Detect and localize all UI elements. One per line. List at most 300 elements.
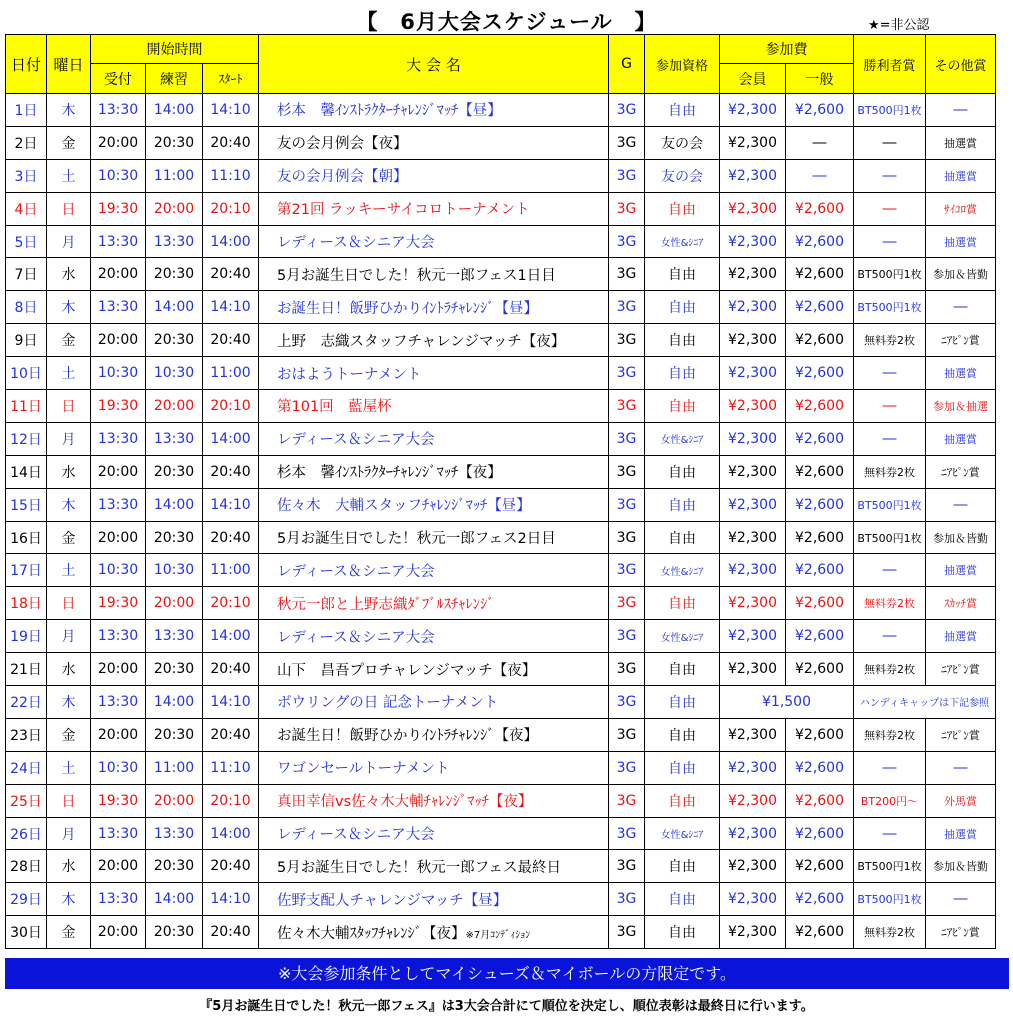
cell-games: 3G	[609, 686, 645, 719]
cell-tournament-name	[259, 422, 609, 455]
cell-tournament-name	[259, 653, 609, 686]
cell-other-prize: ―	[926, 751, 996, 784]
cell-reception-time: 13:30	[91, 883, 146, 916]
cell-general-fee: ¥2,600	[786, 883, 854, 916]
cell-winner-prize: ―	[854, 817, 926, 850]
cell-start-time: 14:00	[203, 620, 259, 653]
cell-games: 3G	[609, 488, 645, 521]
cell-games: 3G	[609, 422, 645, 455]
cell-reception-time: 13:30	[91, 817, 146, 850]
table-row	[6, 159, 996, 192]
cell-reception-time: 19:30	[91, 390, 146, 423]
cell-start-time: 14:10	[203, 686, 259, 719]
cell-games: 3G	[609, 554, 645, 587]
cell-other-prize: 参加＆抽選	[926, 390, 996, 423]
cell-tournament-name	[259, 784, 609, 817]
page-title: 【 6月大会スケジュール 】	[356, 10, 657, 34]
cell-member-fee: ¥2,300	[720, 291, 786, 324]
cell-date: 25日	[6, 784, 47, 817]
cell-weekday: 木	[47, 686, 91, 719]
cell-other-prize: 参加＆皆勤	[926, 521, 996, 554]
cell-date: 3日	[6, 159, 47, 192]
cell-reception-time: 20:00	[91, 521, 146, 554]
cell-general-fee: ¥2,600	[786, 488, 854, 521]
cell-tournament-name	[259, 850, 609, 883]
table-row	[6, 422, 996, 455]
cell-member-fee: ¥2,300	[720, 817, 786, 850]
cell-tournament-name	[259, 488, 609, 521]
cell-other-prize: 抽選賞	[926, 225, 996, 258]
cell-start-time: 14:10	[203, 488, 259, 521]
cell-other-prize: 参加＆皆勤	[926, 258, 996, 291]
header-general-fee: 一般	[786, 64, 854, 94]
cell-member-fee: ¥2,300	[720, 488, 786, 521]
cell-date: 5日	[6, 225, 47, 258]
tournament-name-text: 秋元一郎と上野志織ﾀﾞﾌﾞﾙｽﾁｬﾚﾝｼﾞ	[277, 596, 495, 613]
cell-games: 3G	[609, 718, 645, 751]
legend-unofficial: ★=非公認	[868, 18, 930, 33]
cell-member-fee: ¥2,300	[720, 718, 786, 751]
table-row	[6, 620, 996, 653]
cell-tournament-name	[259, 554, 609, 587]
tournament-name-text: 上野 志織スタッフチャレンジマッチ【夜】	[277, 333, 566, 350]
cell-reception-time: 13:30	[91, 94, 146, 127]
cell-tournament-name	[259, 94, 609, 127]
cell-weekday: 水	[47, 850, 91, 883]
cell-other-prize: ―	[926, 94, 996, 127]
cell-general-fee: ¥2,600	[786, 521, 854, 554]
cell-winner-prize: BT200円～	[854, 784, 926, 817]
cell-general-fee: ¥2,600	[786, 817, 854, 850]
cell-date: 30日	[6, 916, 47, 949]
cell-date: 14日	[6, 455, 47, 488]
cell-practice-time: 20:00	[146, 192, 203, 225]
table-row	[6, 653, 996, 686]
cell-games: 3G	[609, 521, 645, 554]
cell-member-fee: ¥2,300	[720, 258, 786, 291]
schedule-rows	[6, 94, 996, 949]
cell-member-fee: ¥2,300	[720, 653, 786, 686]
cell-practice-time: 20:30	[146, 521, 203, 554]
cell-practice-time: 20:30	[146, 126, 203, 159]
cell-tournament-name	[259, 225, 609, 258]
cell-weekday: 日	[47, 587, 91, 620]
tournament-name-text: お誕生日！飯野ひかりｲﾝﾄﾗﾁｬﾚﾝｼﾞ【夜】	[277, 728, 538, 745]
cell-weekday: 月	[47, 817, 91, 850]
cell-winner-prize: 無料券2枚	[854, 455, 926, 488]
cell-practice-time: 20:30	[146, 653, 203, 686]
cell-start-time: 11:00	[203, 554, 259, 587]
cell-games: 3G	[609, 817, 645, 850]
cell-weekday: 水	[47, 455, 91, 488]
cell-general-fee: ¥2,600	[786, 258, 854, 291]
cell-weekday: 金	[47, 916, 91, 949]
cell-member-fee: ¥2,300	[720, 324, 786, 357]
cell-eligibility: 自由	[645, 653, 720, 686]
cell-start-time: 20:40	[203, 521, 259, 554]
cell-winner-prize: ―	[854, 620, 926, 653]
cell-weekday: 月	[47, 422, 91, 455]
cell-general-fee: ¥2,600	[786, 620, 854, 653]
cell-weekday: 月	[47, 620, 91, 653]
cell-reception-time: 20:00	[91, 324, 146, 357]
cell-date: 11日	[6, 390, 47, 423]
cell-general-fee: ¥2,600	[786, 422, 854, 455]
cell-eligibility: 自由	[645, 751, 720, 784]
cell-weekday: 土	[47, 159, 91, 192]
footer-note: 『5月お誕生日でした！秋元一郎フェス』は3大会合計にて順位を決定し、順位表彰は最終日に行います。	[199, 999, 814, 1014]
cell-practice-time: 10:30	[146, 357, 203, 390]
cell-general-fee: ¥2,600	[786, 390, 854, 423]
cell-start-time: 14:00	[203, 422, 259, 455]
table-row	[6, 488, 996, 521]
cell-practice-time: 20:30	[146, 916, 203, 949]
cell-reception-time: 20:00	[91, 916, 146, 949]
tournament-name-text: レディース＆シニア大会	[277, 235, 435, 251]
cell-games: 3G	[609, 390, 645, 423]
cell-start-time: 20:40	[203, 126, 259, 159]
table-row	[6, 225, 996, 258]
table-row	[6, 817, 996, 850]
cell-other-prize: ﾆｱﾋﾟﾝ賞	[926, 916, 996, 949]
cell-member-fee: ¥2,300	[720, 883, 786, 916]
cell-weekday: 日	[47, 390, 91, 423]
cell-date: 16日	[6, 521, 47, 554]
header-games: G	[609, 35, 645, 94]
cell-general-fee: ¥2,600	[786, 751, 854, 784]
cell-date: 17日	[6, 554, 47, 587]
cell-member-fee: ¥2,300	[720, 422, 786, 455]
cell-start-time: 14:00	[203, 225, 259, 258]
cell-prize-merged: ハンディキャップは下記参照	[854, 686, 996, 719]
cell-date: 22日	[6, 686, 47, 719]
cell-date: 12日	[6, 422, 47, 455]
cell-reception-time: 13:30	[91, 422, 146, 455]
cell-tournament-name	[259, 916, 609, 949]
cell-general-fee: ¥2,600	[786, 324, 854, 357]
cell-reception-time: 20:00	[91, 126, 146, 159]
cell-practice-time: 20:00	[146, 390, 203, 423]
cell-tournament-name	[259, 126, 609, 159]
cell-member-fee: ¥2,300	[720, 620, 786, 653]
cell-date: 9日	[6, 324, 47, 357]
cell-date: 1日	[6, 94, 47, 127]
cell-reception-time: 19:30	[91, 192, 146, 225]
cell-winner-prize: BT500円1枚	[854, 258, 926, 291]
cell-tournament-name	[259, 587, 609, 620]
cell-date: 18日	[6, 587, 47, 620]
cell-weekday: 金	[47, 126, 91, 159]
cell-general-fee: ¥2,600	[786, 225, 854, 258]
cell-general-fee: ¥2,600	[786, 718, 854, 751]
tournament-name-text: レディース＆シニア大会	[277, 563, 435, 580]
cell-eligibility: 自由	[645, 883, 720, 916]
tournament-name-text: 5月お誕生日でした！秋元一郎フェス1日目	[277, 267, 556, 284]
header-eligibility: 参加資格	[645, 35, 720, 94]
cell-reception-time: 19:30	[91, 587, 146, 620]
tournament-name-text: 真田幸信vs佐々木大輔ﾁｬﾚﾝｼﾞﾏｯﾁ【夜】	[277, 794, 533, 811]
cell-weekday: 木	[47, 883, 91, 916]
cell-practice-time: 10:30	[146, 554, 203, 587]
cell-member-fee: ¥2,300	[720, 751, 786, 784]
cell-tournament-name	[259, 686, 609, 719]
cell-winner-prize: BT500円1枚	[854, 883, 926, 916]
cell-practice-time: 20:30	[146, 455, 203, 488]
cell-games: 3G	[609, 126, 645, 159]
cell-weekday: 金	[47, 718, 91, 751]
cell-weekday: 木	[47, 291, 91, 324]
tournament-name-text: 友の会月例会【夜】	[277, 136, 408, 153]
cell-winner-prize: BT500円1枚	[854, 488, 926, 521]
cell-reception-time: 20:00	[91, 258, 146, 291]
cell-reception-time: 10:30	[91, 159, 146, 192]
cell-other-prize: ｽｶｯﾁ賞	[926, 587, 996, 620]
tournament-name-text: 杉本 馨ｲﾝｽﾄﾗｸﾀｰﾁｬﾚﾝｼﾞﾏｯﾁ【昼】	[277, 103, 502, 120]
cell-member-fee: ¥2,300	[720, 587, 786, 620]
cell-reception-time: 10:30	[91, 554, 146, 587]
cell-weekday: 日	[47, 192, 91, 225]
header-fee: 参加費	[720, 35, 854, 64]
cell-practice-time: 13:30	[146, 620, 203, 653]
cell-tournament-name	[259, 357, 609, 390]
cell-start-time: 14:00	[203, 817, 259, 850]
cell-start-time: 20:40	[203, 324, 259, 357]
cell-weekday: 金	[47, 324, 91, 357]
cell-winner-prize: BT500円1枚	[854, 850, 926, 883]
table-row	[6, 587, 996, 620]
cell-games: 3G	[609, 751, 645, 784]
cell-games: 3G	[609, 192, 645, 225]
table-row	[6, 126, 996, 159]
cell-winner-prize: ―	[854, 192, 926, 225]
cell-member-fee: ¥2,300	[720, 521, 786, 554]
cell-practice-time: 13:30	[146, 817, 203, 850]
cell-games: 3G	[609, 653, 645, 686]
tournament-name-text: お誕生日！飯野ひかりｲﾝﾄﾗﾁｬﾚﾝｼﾞ【昼】	[277, 300, 538, 317]
cell-other-prize: ―	[926, 488, 996, 521]
cell-tournament-name	[259, 291, 609, 324]
tournament-name-note: ※7月ｺﾝﾃﾞｨｼｮﾝ	[465, 929, 531, 941]
cell-start-time: 20:40	[203, 916, 259, 949]
cell-general-fee: ¥2,600	[786, 653, 854, 686]
cell-reception-time: 10:30	[91, 751, 146, 784]
schedule-table	[5, 34, 996, 949]
cell-tournament-name	[259, 455, 609, 488]
header-member-fee: 会員	[720, 64, 786, 94]
cell-winner-prize: ―	[854, 225, 926, 258]
cell-tournament-name	[259, 324, 609, 357]
header-other-prize: その他賞	[926, 35, 996, 94]
cell-practice-time: 20:00	[146, 587, 203, 620]
tournament-name-text: 友の会月例会【朝】	[277, 169, 408, 186]
cell-date: 24日	[6, 751, 47, 784]
cell-date: 29日	[6, 883, 47, 916]
cell-date: 28日	[6, 850, 47, 883]
cell-start-time: 11:10	[203, 159, 259, 192]
cell-weekday: 日	[47, 784, 91, 817]
cell-eligibility: 女性&ｼﾆｱ	[645, 554, 720, 587]
cell-weekday: 水	[47, 653, 91, 686]
cell-start-time: 14:10	[203, 94, 259, 127]
cell-general-fee: ¥2,600	[786, 916, 854, 949]
table-row	[6, 751, 996, 784]
tournament-name-text: ワゴンセールトーナメント	[277, 761, 450, 778]
header-weekday: 曜日	[47, 35, 91, 94]
cell-tournament-name	[259, 883, 609, 916]
cell-date: 4日	[6, 192, 47, 225]
tournament-name-text: ボウリングの日 記念トーナメント	[277, 695, 499, 712]
cell-practice-time: 14:00	[146, 94, 203, 127]
cell-start-time: 14:10	[203, 883, 259, 916]
cell-other-prize: 抽選賞	[926, 620, 996, 653]
cell-eligibility: 自由	[645, 94, 720, 127]
table-row	[6, 390, 996, 423]
cell-tournament-name	[259, 521, 609, 554]
table-row	[6, 686, 996, 719]
cell-date: 19日	[6, 620, 47, 653]
cell-tournament-name	[259, 192, 609, 225]
cell-reception-time: 20:00	[91, 653, 146, 686]
header-start: ｽﾀｰﾄ	[203, 64, 259, 94]
cell-date: 21日	[6, 653, 47, 686]
cell-practice-time: 13:30	[146, 225, 203, 258]
cell-member-fee: ¥2,300	[720, 126, 786, 159]
cell-member-fee: ¥2,300	[720, 159, 786, 192]
cell-games: 3G	[609, 225, 645, 258]
header-tournament-name: 大 会 名	[259, 35, 609, 94]
table-row	[6, 554, 996, 587]
table-row	[6, 883, 996, 916]
cell-winner-prize: ―	[854, 159, 926, 192]
cell-other-prize: 参加＆皆勤	[926, 850, 996, 883]
cell-reception-time: 20:00	[91, 718, 146, 751]
table-row	[6, 357, 996, 390]
table-row	[6, 521, 996, 554]
tournament-name-text: 佐野支配人チャレンジマッチ【昼】	[277, 892, 508, 909]
cell-weekday: 木	[47, 94, 91, 127]
cell-games: 3G	[609, 258, 645, 291]
cell-general-fee: ¥2,600	[786, 291, 854, 324]
tournament-name-text: おはようトーナメント	[277, 366, 422, 383]
cell-start-time: 20:40	[203, 850, 259, 883]
cell-start-time: 11:10	[203, 751, 259, 784]
cell-practice-time: 11:00	[146, 159, 203, 192]
cell-other-prize: 抽選賞	[926, 357, 996, 390]
cell-winner-prize: ―	[854, 126, 926, 159]
cell-eligibility: 自由	[645, 686, 720, 719]
cell-weekday: 金	[47, 521, 91, 554]
cell-practice-time: 14:00	[146, 686, 203, 719]
cell-eligibility: 自由	[645, 258, 720, 291]
cell-member-fee: ¥2,300	[720, 192, 786, 225]
cell-start-time: 11:00	[203, 357, 259, 390]
tournament-name-text: レディース＆シニア大会	[277, 432, 435, 449]
cell-other-prize: ―	[926, 291, 996, 324]
cell-tournament-name	[259, 258, 609, 291]
cell-eligibility: 女性&ｼﾆｱ	[645, 620, 720, 653]
cell-member-fee: ¥2,300	[720, 784, 786, 817]
tournament-name-text: レディース＆シニア大会	[277, 629, 435, 646]
cell-eligibility: 自由	[645, 784, 720, 817]
cell-general-fee: ¥2,600	[786, 587, 854, 620]
cell-reception-time: 13:30	[91, 686, 146, 719]
cell-weekday: 土	[47, 554, 91, 587]
cell-date: 7日	[6, 258, 47, 291]
cell-member-fee: ¥2,300	[720, 554, 786, 587]
cell-other-prize: 抽選賞	[926, 422, 996, 455]
cell-general-fee: ―	[786, 159, 854, 192]
table-row	[6, 291, 996, 324]
table-row	[6, 784, 996, 817]
cell-games: 3G	[609, 784, 645, 817]
cell-games: 3G	[609, 850, 645, 883]
cell-reception-time: 20:00	[91, 850, 146, 883]
tournament-name-text: 第21回 ラッキーサイコロトーナメント	[277, 202, 530, 219]
cell-tournament-name	[259, 751, 609, 784]
cell-date: 15日	[6, 488, 47, 521]
cell-date: 23日	[6, 718, 47, 751]
cell-winner-prize: ―	[854, 751, 926, 784]
cell-general-fee: ¥2,600	[786, 94, 854, 127]
tournament-name-text: 佐々木 大輔スタッフﾁｬﾚﾝｼﾞﾏｯﾁ【昼】	[277, 498, 531, 515]
cell-member-fee: ¥2,300	[720, 850, 786, 883]
cell-games: 3G	[609, 94, 645, 127]
cell-date: 26日	[6, 817, 47, 850]
cell-practice-time: 20:30	[146, 324, 203, 357]
table-row	[6, 324, 996, 357]
cell-reception-time: 10:30	[91, 357, 146, 390]
cell-games: 3G	[609, 883, 645, 916]
cell-weekday: 水	[47, 258, 91, 291]
cell-eligibility: 自由	[645, 850, 720, 883]
cell-start-time: 20:40	[203, 718, 259, 751]
cell-winner-prize: BT500円1枚	[854, 291, 926, 324]
tournament-name-text: 山下 昌吾プロチャレンジマッチ【夜】	[277, 662, 537, 679]
cell-other-prize: ―	[926, 883, 996, 916]
cell-start-time: 20:10	[203, 390, 259, 423]
cell-eligibility: 自由	[645, 390, 720, 423]
cell-practice-time: 20:30	[146, 718, 203, 751]
tournament-name-text: 5月お誕生日でした！秋元一郎フェス2日目	[277, 531, 556, 548]
cell-tournament-name	[259, 718, 609, 751]
cell-weekday: 土	[47, 751, 91, 784]
cell-eligibility: 自由	[645, 521, 720, 554]
cell-other-prize: ﾆｱﾋﾟﾝ賞	[926, 324, 996, 357]
tournament-name-text: 第101回 藍屋杯	[277, 399, 392, 416]
cell-games: 3G	[609, 620, 645, 653]
cell-practice-time: 20:00	[146, 784, 203, 817]
cell-general-fee: ¥2,600	[786, 554, 854, 587]
cell-winner-prize: BT500円1枚	[854, 521, 926, 554]
cell-games: 3G	[609, 357, 645, 390]
cell-start-time: 14:10	[203, 291, 259, 324]
table-row	[6, 718, 996, 751]
cell-eligibility: 女性&ｼﾆｱ	[645, 422, 720, 455]
cell-eligibility: 女性&ｼﾆｱ	[645, 225, 720, 258]
cell-winner-prize: 無料券2枚	[854, 587, 926, 620]
cell-eligibility: 自由	[645, 488, 720, 521]
table-row	[6, 192, 996, 225]
cell-tournament-name	[259, 390, 609, 423]
cell-start-time: 20:40	[203, 653, 259, 686]
cell-general-fee: ―	[786, 126, 854, 159]
cell-practice-time: 13:30	[146, 422, 203, 455]
cell-reception-time: 13:30	[91, 488, 146, 521]
cell-winner-prize: BT500円1枚	[854, 94, 926, 127]
cell-eligibility: 自由	[645, 455, 720, 488]
tournament-name-text: 佐々木大輔ｽﾀｯﾌﾁｬﾚﾝｼﾞ【夜】	[277, 925, 466, 942]
cell-winner-prize: 無料券2枚	[854, 718, 926, 751]
